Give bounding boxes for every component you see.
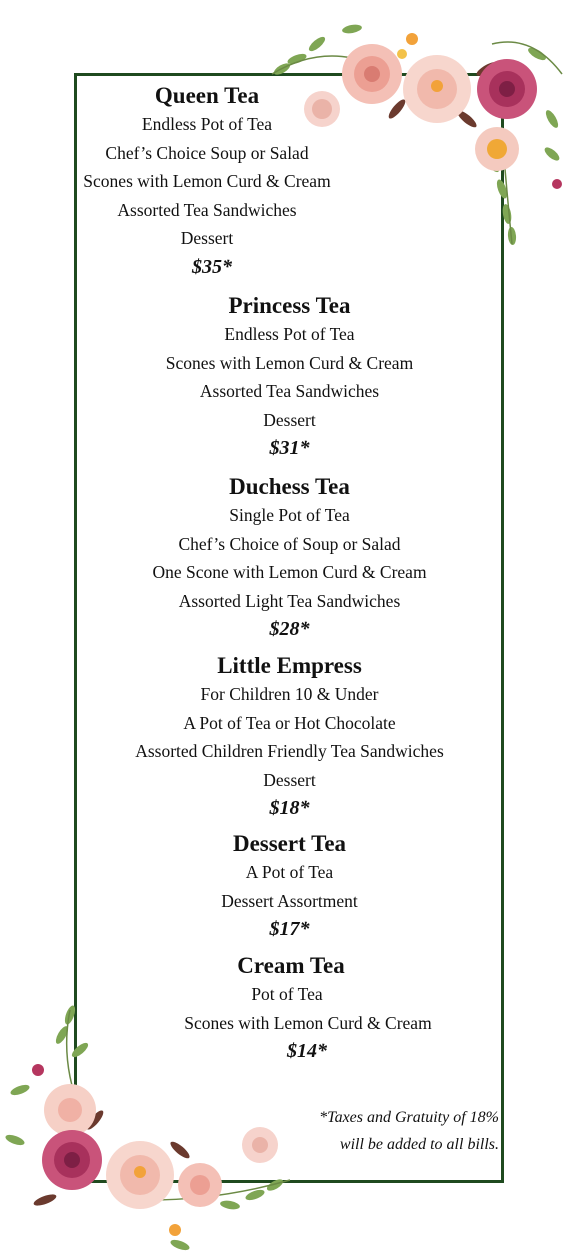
menu-item: Assorted Light Tea Sandwiches: [178, 590, 401, 611]
menu-item: For Children 10 & Under: [200, 684, 379, 704]
section-title: Little Empress: [217, 653, 362, 678]
menu-item: Dessert: [263, 409, 316, 430]
section-price: $28*: [269, 618, 310, 640]
section-title: Cream Tea: [237, 953, 345, 978]
section-price: $18*: [269, 797, 310, 819]
menu-item: Endless Pot of Tea: [224, 324, 355, 344]
menu-item: Assorted Tea Sandwiches: [117, 199, 297, 220]
section-title: Duchess Tea: [229, 474, 350, 499]
menu-item: Scones with Lemon Curd & Cream: [83, 171, 331, 191]
menu-item: Dessert: [180, 228, 234, 248]
menu-item: A Pot of Tea or Hot Chocolate: [183, 712, 396, 733]
menu-item: Single Pot of Tea: [229, 505, 350, 525]
menu-section-queen-tea: [0, 82, 414, 281]
menu-item: Dessert: [263, 769, 316, 790]
section-price: $31*: [269, 437, 310, 459]
menu-item: Chef’s Choice of Soup or Salad: [178, 533, 401, 554]
menu-section-dessert-tea: [0, 830, 579, 943]
menu-item: Pot of Tea: [251, 984, 323, 1004]
section-price: $17*: [269, 918, 310, 940]
section-title: Queen Tea: [154, 83, 260, 108]
menu-item: A Pot of Tea: [245, 862, 334, 882]
menu-item: Scones with Lemon Curd & Cream: [184, 1012, 432, 1033]
menu-section-princess-tea: [0, 292, 579, 462]
menu-item: Dessert Assortment: [221, 890, 358, 911]
section-title: Dessert Tea: [232, 831, 347, 856]
menu-section-little-empress: [0, 652, 579, 822]
footnote-line: *Taxes and Gratuity of 18%: [319, 1109, 499, 1126]
section-price: $14*: [287, 1040, 327, 1062]
menu-item: Endless Pot of Tea: [141, 114, 273, 134]
footnote-line: will be added to all bills.: [339, 1136, 499, 1153]
menu-item: Assorted Tea Sandwiches: [199, 381, 380, 401]
menu-section-cream-tea: [0, 952, 579, 1065]
menu-item: Scones with Lemon Curd & Cream: [165, 352, 414, 373]
menu-item: Assorted Children Friendly Tea Sandwiches: [135, 741, 444, 761]
tax-footnote: [319, 1104, 499, 1158]
section-price: $35*: [192, 255, 232, 278]
section-title: Princess Tea: [228, 293, 351, 318]
menu-section-duchess-tea: [0, 473, 579, 643]
menu-item: Chef’s Choice Soup or Salad: [105, 142, 309, 163]
menu-item: One Scone with Lemon Curd & Cream: [152, 562, 427, 582]
